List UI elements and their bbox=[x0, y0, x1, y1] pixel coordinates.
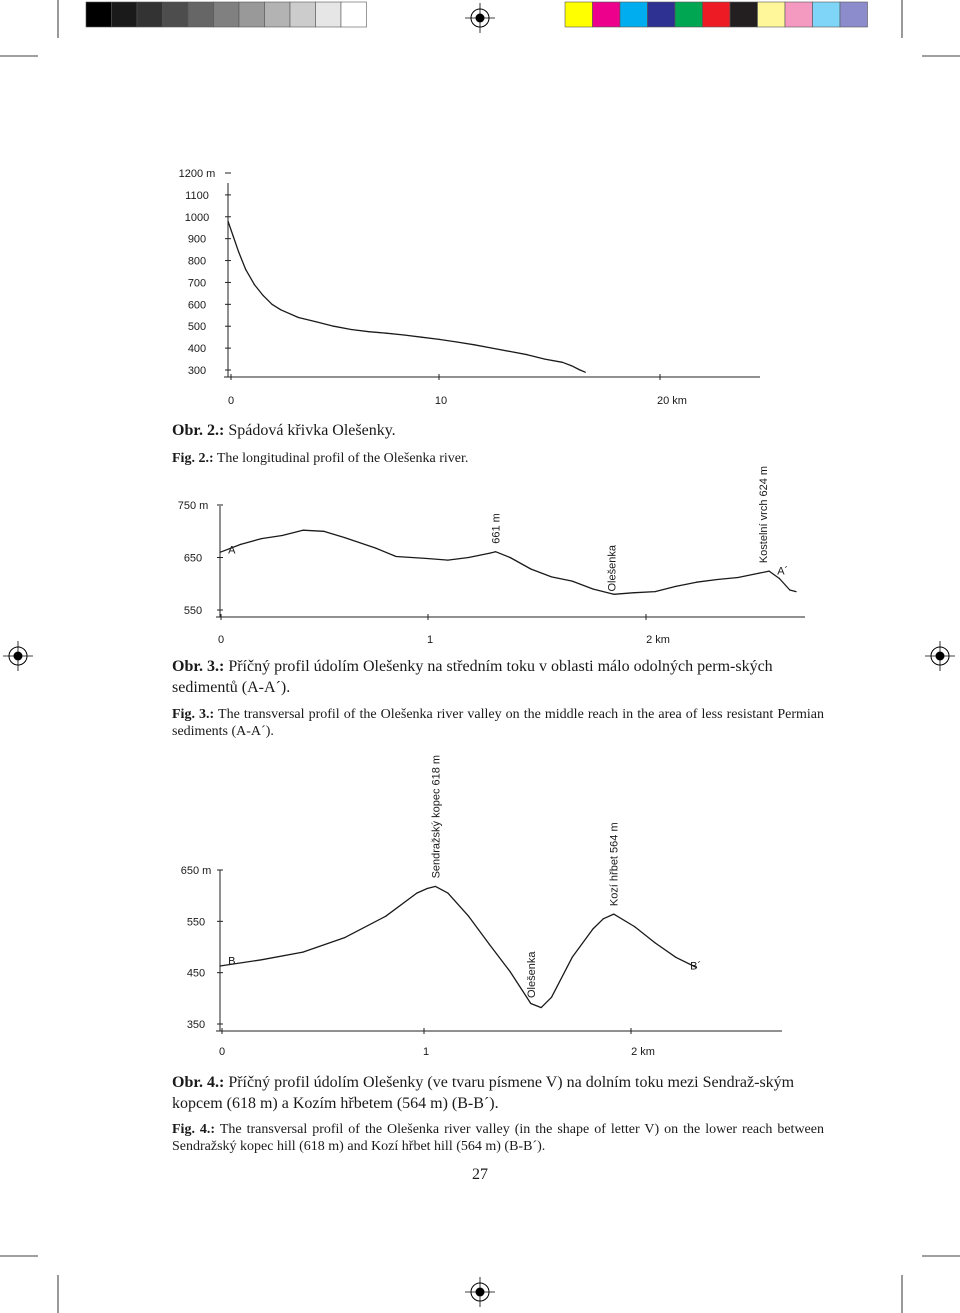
profile-point bbox=[254, 284, 255, 285]
profile-point bbox=[447, 560, 448, 561]
profile-point bbox=[238, 251, 239, 252]
fig2-caption-cz-label: Obr. 2.: bbox=[172, 422, 225, 439]
fig3-caption-en-text: The transversal profil of the Olešenka river valley on the middle reach in the area of less resistant Permian sediments (A-A´). bbox=[172, 707, 824, 739]
profile-point bbox=[789, 589, 790, 590]
profile-point bbox=[551, 997, 552, 998]
profile-point bbox=[603, 918, 604, 919]
annotation-label: Kozí hřbet 564 m bbox=[608, 822, 621, 907]
profile-point bbox=[271, 304, 272, 305]
color-swatch bbox=[840, 2, 868, 27]
fig2-caption-en bbox=[172, 451, 824, 468]
profile-point bbox=[385, 916, 386, 917]
profile-point bbox=[768, 571, 769, 572]
annotation-label: 661 m bbox=[490, 513, 503, 544]
profile-point bbox=[282, 535, 283, 536]
annotation-label: B bbox=[228, 955, 236, 968]
fig4-caption-cz bbox=[172, 1072, 824, 1114]
profile-point bbox=[396, 556, 397, 557]
fig3-caption-cz-label: Obr. 3.: bbox=[172, 658, 225, 675]
figure-2-chart bbox=[179, 168, 760, 407]
profile-line bbox=[220, 530, 796, 594]
profile-point bbox=[375, 547, 376, 548]
profile-point bbox=[447, 893, 448, 894]
profile-point bbox=[302, 952, 303, 953]
color-swatch bbox=[758, 2, 786, 27]
profile-point bbox=[655, 591, 656, 592]
fig4-caption-en bbox=[172, 1122, 824, 1155]
profile-line bbox=[228, 221, 585, 372]
profile-point bbox=[323, 531, 324, 532]
gray-swatch bbox=[112, 2, 138, 27]
profile-point bbox=[592, 588, 593, 589]
fig3-caption-cz bbox=[172, 656, 824, 698]
profile-point bbox=[315, 321, 316, 322]
profile-point bbox=[572, 581, 573, 582]
profile-point bbox=[562, 362, 563, 363]
profile-point bbox=[474, 344, 475, 345]
fig2-caption-en-text: The longitudinal profil of the Olešenka river. bbox=[213, 451, 469, 466]
profile-point bbox=[491, 348, 492, 349]
profile-point bbox=[386, 333, 387, 334]
profile-point bbox=[421, 337, 422, 338]
registration-mark bbox=[3, 641, 33, 671]
profile-point bbox=[613, 914, 614, 915]
fig2-caption-en-label: Fig. 2.: bbox=[172, 451, 214, 466]
profile-point bbox=[427, 558, 428, 559]
y-tick-label: 650 bbox=[183, 552, 203, 565]
profile-point bbox=[456, 341, 457, 342]
profile-point bbox=[219, 552, 220, 553]
profile-point bbox=[675, 586, 676, 587]
profile-point bbox=[344, 937, 345, 938]
fig2-caption-cz bbox=[172, 420, 824, 441]
profile-point bbox=[530, 568, 531, 569]
y-tick-label: 550 bbox=[186, 916, 206, 929]
gray-swatch bbox=[137, 2, 163, 27]
gray-swatch bbox=[214, 2, 240, 27]
fig3-caption-en bbox=[172, 707, 824, 740]
x-tick-label: 2 km bbox=[631, 1046, 655, 1058]
profile-point bbox=[427, 888, 428, 889]
x-tick-label: 1 bbox=[426, 634, 434, 646]
color-swatch bbox=[703, 2, 731, 27]
y-tick-label: 550 bbox=[183, 605, 203, 617]
color-swatch bbox=[730, 2, 758, 27]
profile-point bbox=[572, 957, 573, 958]
fig3-caption-en-label: Fig. 3.: bbox=[172, 707, 215, 722]
fig3-caption-cz-text: Příčný profil údolím Olešenky na středním toku v oblasti málo odolných perm-ských sedimentů (A-A´). bbox=[172, 658, 773, 696]
color-bar bbox=[86, 2, 868, 27]
profile-point bbox=[489, 553, 490, 554]
y-tick-label: 600 bbox=[187, 299, 207, 312]
profile-point bbox=[468, 557, 469, 558]
y-tick-label: 450 bbox=[186, 967, 206, 980]
y-tick-label: 350 bbox=[186, 1019, 206, 1031]
gray-swatch bbox=[239, 2, 265, 27]
annotation-label: A´ bbox=[777, 565, 789, 578]
profile-point bbox=[675, 957, 676, 958]
fig2-caption-cz-text: Spádová křivka Olešenky. bbox=[224, 422, 396, 439]
annotation-label: Olešenka bbox=[525, 951, 538, 999]
profile-point bbox=[551, 576, 552, 577]
page-number: 27 bbox=[472, 1166, 488, 1183]
profile-point bbox=[541, 1007, 542, 1008]
profile-point bbox=[227, 221, 228, 222]
registration-mark bbox=[465, 3, 495, 33]
color-swatch bbox=[593, 2, 621, 27]
fig4-caption-cz-label: Obr. 4.: bbox=[172, 1074, 225, 1091]
annotation-label: Kostelní vrch 624 m bbox=[757, 465, 770, 564]
profile-point bbox=[495, 551, 496, 552]
x-tick-label: 0 bbox=[218, 1046, 226, 1058]
gray-swatch bbox=[290, 2, 316, 27]
profile-point bbox=[585, 372, 586, 373]
profile-point bbox=[571, 365, 572, 366]
profile-point bbox=[219, 965, 220, 966]
profile-point bbox=[527, 354, 528, 355]
y-tick-label: 1200 m bbox=[178, 168, 216, 180]
x-tick-label: 1 bbox=[422, 1046, 430, 1058]
profile-point bbox=[758, 573, 759, 574]
profile-point bbox=[737, 577, 738, 578]
profile-point bbox=[509, 351, 510, 352]
profile-point bbox=[509, 971, 510, 972]
figure-4-chart bbox=[181, 755, 782, 1058]
profile-point bbox=[344, 537, 345, 538]
gray-swatch bbox=[163, 2, 189, 27]
profile-point bbox=[302, 530, 303, 531]
registration-mark bbox=[465, 1277, 495, 1307]
color-swatch bbox=[675, 2, 703, 27]
profile-point bbox=[240, 544, 241, 545]
gray-swatch bbox=[86, 2, 112, 27]
profile-point bbox=[696, 582, 697, 583]
profile-point bbox=[795, 591, 796, 592]
profile-point bbox=[634, 926, 635, 927]
profile-point bbox=[263, 295, 264, 296]
profile-point bbox=[333, 326, 334, 327]
gray-swatch bbox=[188, 2, 214, 27]
y-tick-label: 700 bbox=[187, 277, 207, 290]
gray-swatch bbox=[316, 2, 342, 27]
y-tick-label: 650 m bbox=[180, 865, 212, 877]
profile-point bbox=[435, 886, 436, 887]
profile-point bbox=[261, 959, 262, 960]
x-tick-label: 2 km bbox=[646, 634, 670, 646]
profile-point bbox=[530, 1003, 531, 1004]
color-swatch bbox=[813, 2, 841, 27]
profile-point bbox=[634, 592, 635, 593]
profile-point bbox=[613, 594, 614, 595]
x-tick-label: 0 bbox=[217, 634, 225, 646]
gray-swatch bbox=[341, 2, 367, 27]
fig4-caption-cz-text: Příčný profil údolím Olešenky (ve tvaru písmene V) na dolním toku mezi Sendraž-ským kopcem (618 m) a Kozím hřbetem (564 m) (B-B´). bbox=[172, 1074, 795, 1112]
y-tick-label: 500 bbox=[187, 321, 207, 334]
annotation-label: B´ bbox=[690, 960, 702, 973]
profile-point bbox=[544, 358, 545, 359]
annotation-label: Olešenka bbox=[606, 545, 619, 592]
y-tick-label: 300 bbox=[187, 365, 207, 377]
fig4-caption-en-label: Fig. 4.: bbox=[172, 1122, 216, 1137]
profile-point bbox=[439, 339, 440, 340]
y-tick-label: 750 m bbox=[177, 500, 209, 512]
profile-point bbox=[298, 317, 299, 318]
y-tick-label: 1100 bbox=[185, 189, 209, 202]
registration-mark bbox=[925, 641, 955, 671]
color-swatch bbox=[648, 2, 676, 27]
y-tick-label: 400 bbox=[187, 343, 207, 356]
profile-point bbox=[416, 893, 417, 894]
color-swatch bbox=[620, 2, 648, 27]
profile-point bbox=[233, 236, 234, 237]
profile-point bbox=[579, 369, 580, 370]
color-swatch bbox=[785, 2, 813, 27]
y-tick-label: 900 bbox=[187, 233, 207, 246]
annotation-label: Sendražský kopec 618 m bbox=[430, 754, 443, 879]
gray-swatch bbox=[265, 2, 291, 27]
y-tick-label: 800 bbox=[187, 255, 207, 268]
profile-point bbox=[468, 916, 469, 917]
profile-point bbox=[717, 579, 718, 580]
profile-line bbox=[220, 886, 697, 1007]
profile-point bbox=[368, 331, 369, 332]
profile-point bbox=[403, 334, 404, 335]
profile-point bbox=[245, 269, 246, 270]
profile-point bbox=[280, 309, 281, 310]
figure-3-chart bbox=[178, 466, 805, 646]
profile-point bbox=[509, 557, 510, 558]
y-tick-label: 1000 bbox=[184, 211, 210, 224]
profile-point bbox=[655, 942, 656, 943]
profile-point bbox=[779, 578, 780, 579]
x-tick-label: 0 bbox=[227, 395, 235, 407]
x-tick-label: 20 km bbox=[657, 395, 687, 407]
x-tick-label: 10 bbox=[434, 395, 448, 407]
color-swatch bbox=[565, 2, 593, 27]
fig4-caption-en-text: The transversal profil of the Olešenka river valley (in the shape of letter V) on the lower reach between Sendražský kopec hill (618 m) and Kozí hřbet hill (564 m) (B-B´). bbox=[172, 1122, 824, 1154]
profile-point bbox=[261, 538, 262, 539]
profile-point bbox=[592, 928, 593, 929]
annotation-label: A bbox=[228, 544, 236, 557]
profile-point bbox=[351, 329, 352, 330]
profile-point bbox=[489, 944, 490, 945]
